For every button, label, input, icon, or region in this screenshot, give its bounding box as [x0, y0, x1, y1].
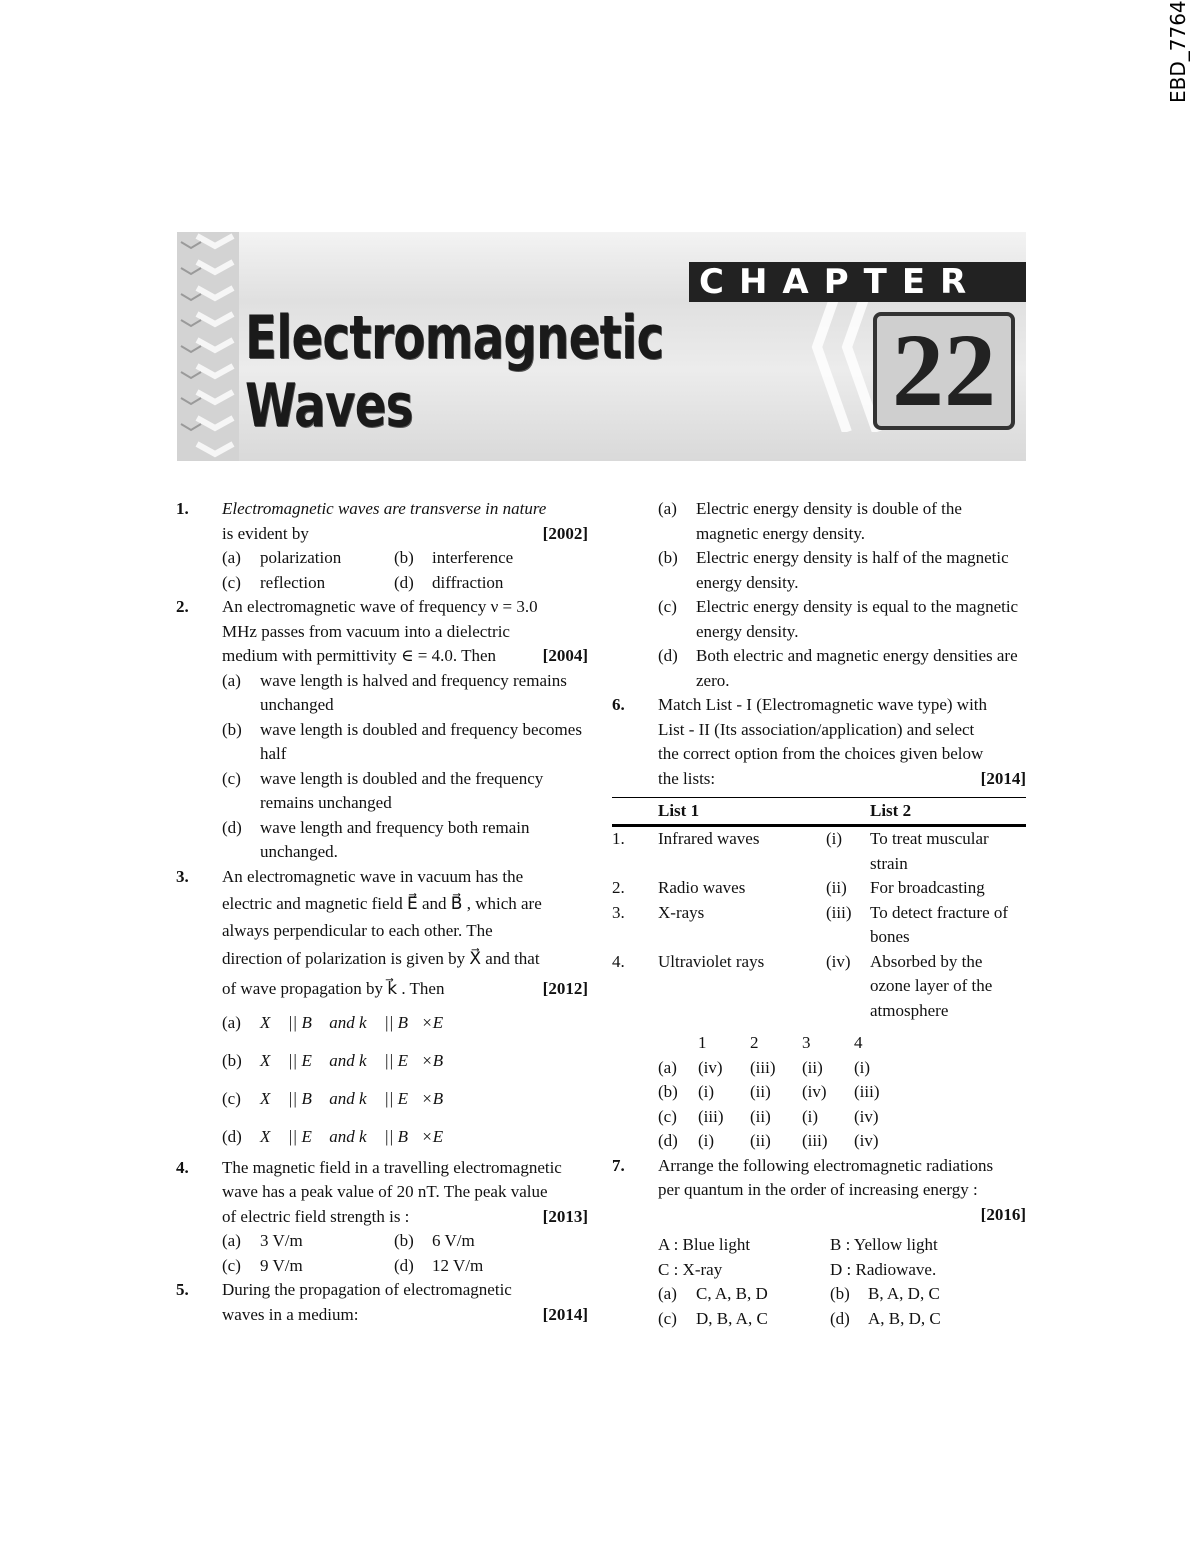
table-row: 1. Infrared waves (i) To treat muscular strain	[612, 829, 989, 873]
option-a[interactable]: (a) polarization	[222, 548, 342, 567]
options	[222, 546, 588, 595]
question-3: 3. An electromagnetic wave in vacuum has the electric and magnetic field E⃗ and B⃗ , which are always perpendicular to each other. The direction of polarization is given by X⃗ and that of wave propagation by k⃗ . Then [2012] (a) X⃗ || B⃗ and k⃗ || B⃗×E⃗ (b) X⃗ || E⃗ and k⃗ || E⃗×B⃗ (c) X⃗ || B⃗ and k⃗ || E⃗×B⃗ (d) X⃗ || E⃗ and k⃗ || B⃗×E⃗	[176, 865, 588, 1156]
option-c[interactable]: (c) 9 V/m	[222, 1255, 303, 1275]
question-1: 1. Electromagnetic waves are transverse in nature is evident by [2002] (a) polarization (b) interference (c) reflection (d) diffraction	[176, 497, 588, 595]
table-row: 4. Ultraviolet rays (iv) Absorbed by the ozone layer of the atmosphere	[612, 951, 993, 1020]
answer-option-a[interactable]: (a) (iv) (iii) (ii) (i)	[658, 1057, 871, 1077]
chapter-banner	[177, 232, 1026, 461]
question-5-options	[612, 497, 1026, 693]
option-b[interactable]: (b) X⃗ || E⃗ and k⃗ || E⃗×B⃗	[222, 1050, 457, 1070]
option-a[interactable]: (a) Electric energy density is double of the magnetic energy density.	[658, 499, 962, 543]
option-d[interactable]: (d) Both electric and magnetic energy densities are zero.	[658, 646, 1018, 690]
option-d[interactable]: (d) 12 V/m	[394, 1255, 484, 1275]
question-4: 4. The magnetic field in a travelling electromagnetic wave has a peak value of 20 nT. The peak value of electric field strength is : [2013] (a) 3 V/m (b) 6 V/m (c) 9 V/m (d) 12 V/m	[176, 1156, 588, 1279]
left-column	[176, 497, 588, 1327]
option-a[interactable]: (a) C, A, B, D	[658, 1284, 768, 1303]
table-row: 2. Radio waves (ii) For broadcasting	[612, 878, 985, 897]
answer-option-b[interactable]: (b) (i) (ii) (iv) (iii)	[658, 1082, 880, 1101]
match-table-header: List 1 List 2	[658, 801, 912, 820]
answer-grid	[658, 1031, 906, 1154]
option-d[interactable]: (d) A, B, D, C	[830, 1308, 941, 1328]
option-c[interactable]: (c) D, B, A, C	[658, 1308, 768, 1328]
option-d[interactable]: (d) wave length and frequency both remain unchanged.	[222, 817, 530, 861]
option-b[interactable]: (b) Electric energy density is half of the magnetic energy density.	[658, 548, 1009, 592]
chapter-number: 22	[873, 312, 1015, 430]
answer-grid-header: 1 2 3 4	[698, 1033, 863, 1052]
option-b[interactable]: (b) 6 V/m	[394, 1231, 475, 1250]
option-d[interactable]: (d) diffraction	[394, 572, 504, 592]
option-b[interactable]: (b) interference	[394, 548, 514, 567]
option-a[interactable]: (a) wave length is halved and frequency remains unchanged	[222, 670, 567, 714]
question-7: 7. Arrange the following electromagnetic radiations per quantum in the order of increasing energy : [2016]	[612, 1155, 1026, 1224]
option-c[interactable]: (c) X⃗ || B⃗ and k⃗ || E⃗×B⃗	[222, 1088, 457, 1108]
chevron-stripe	[177, 232, 239, 461]
options	[222, 1229, 588, 1278]
page-code: EBD_7764	[1166, 0, 1190, 103]
question-6: 6. Match List - I (Electromagnetic wave type) with List - II (Its association/application) and select the correct option from the choices given below the lists: [2014]	[612, 695, 1026, 788]
right-column	[612, 497, 1026, 1331]
option-b[interactable]: (b) B, A, D, C	[830, 1284, 940, 1303]
question-5: 5. During the propagation of electromagnetic waves in a medium: [2014]	[176, 1280, 588, 1324]
option-a[interactable]: (a) X⃗ || B⃗ and k⃗ || B⃗×E⃗	[222, 1012, 457, 1032]
answer-option-d[interactable]: (d) (i) (ii) (iii) (iv)	[658, 1131, 879, 1150]
option-c[interactable]: (c) Electric energy density is equal to the magnetic energy density.	[658, 597, 1019, 641]
option-c[interactable]: (c) reflection	[222, 572, 326, 592]
chapter-label: CHAPTER	[689, 262, 1026, 302]
option-a[interactable]: (a) 3 V/m	[222, 1231, 303, 1250]
option-d[interactable]: (d) X⃗ || E⃗ and k⃗ || B⃗×E⃗	[222, 1126, 457, 1146]
match-table	[612, 798, 1026, 1023]
option-b[interactable]: (b) wave length is doubled and frequency becomes half	[222, 719, 582, 763]
option-c[interactable]: (c) wave length is doubled and the frequency remains unchanged	[222, 768, 544, 812]
question-2: 2. An electromagnetic wave of frequency ν = 3.0 MHz passes from vacuum into a dielectric medium with permittivity ∈ = 4.0. Then [2004] (a) wave length is halved and frequency remains unchanged (b) wave length is doubled and frequency becomes half (c) wave length is doubled and the frequency remains unchanged (d) wave length and frequency both remain unchanged.	[176, 595, 588, 865]
table-row: 3. X-rays (iii) To detect fracture of bones	[612, 902, 1009, 946]
chapter-title: Electromagnetic Waves	[245, 303, 664, 441]
answer-option-c[interactable]: (c) (iii) (ii) (i) (iv)	[658, 1106, 879, 1126]
radiation-list: A : Blue light B : Yellow light C : X-ray D : Radiowave. (a) C, A, B, D (b) B, A, D, C (c) D, B, A, C (d) A, B, D, C	[612, 1233, 1026, 1331]
